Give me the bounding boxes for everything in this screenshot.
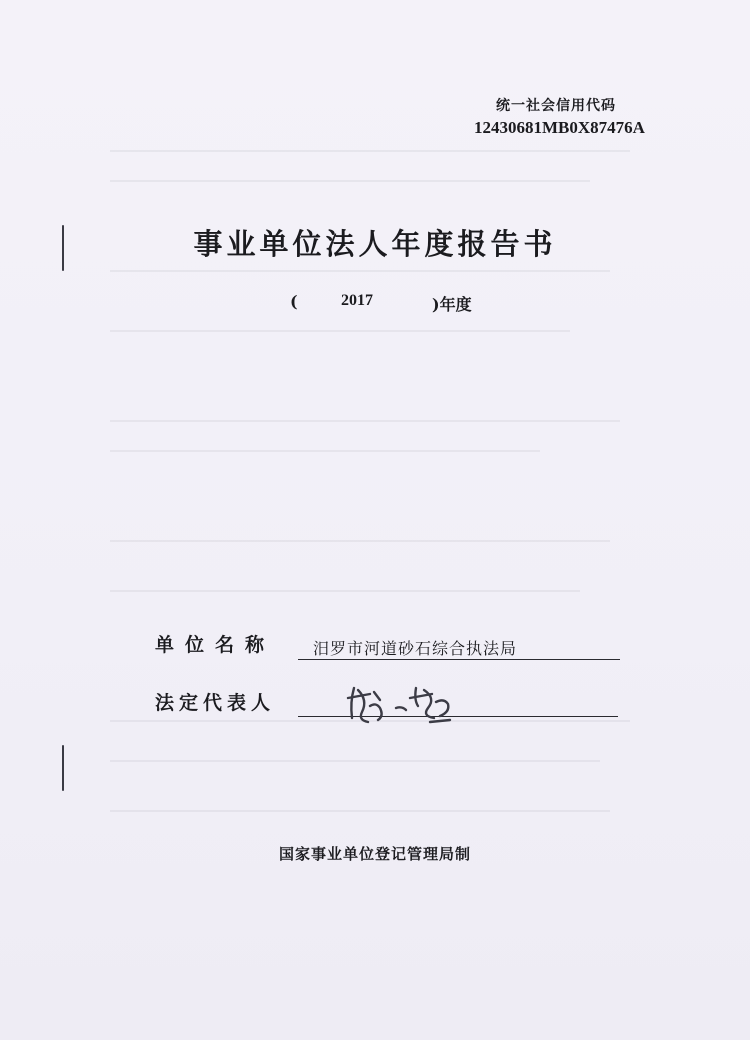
unit-name-underline xyxy=(298,659,620,660)
staple-mark-bottom xyxy=(62,745,64,791)
issuing-authority: 国家事业单位登记管理局制 xyxy=(278,845,471,863)
year-open-paren: ( xyxy=(290,292,298,311)
year-suffix: )年度 xyxy=(432,295,472,314)
credit-code-label: 统一社会信用代码 xyxy=(496,98,616,114)
unit-name-label: 单位名称 xyxy=(155,634,276,656)
report-year: 2017 xyxy=(341,292,373,309)
handwritten-signature xyxy=(340,678,460,728)
legal-representative-label: 法定代表人 xyxy=(155,692,276,714)
unit-name-value: 汨罗市河道砂石综合执法局 xyxy=(313,639,518,658)
credit-code-value: 12430681MB0X87476A xyxy=(474,118,645,137)
document-title: 事业单位法人年度报告书 xyxy=(193,227,557,261)
